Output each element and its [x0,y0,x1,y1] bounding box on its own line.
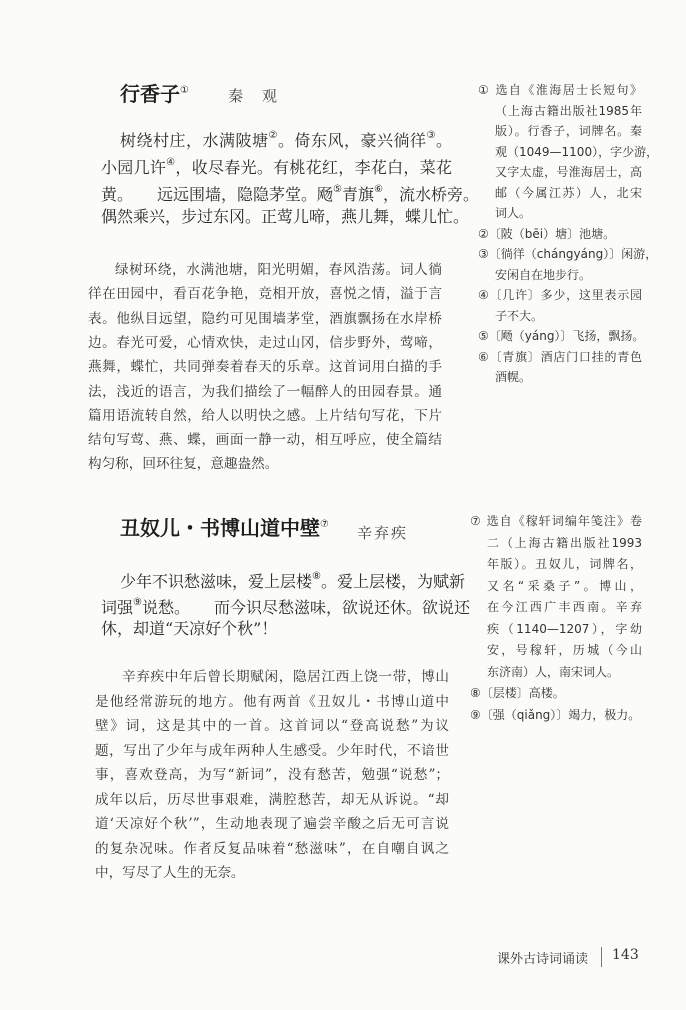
poem-line [120,565,465,591]
commentary-line: 壁》词，这是其中的一首。这首词以“登高说愁”为议 [95,718,449,734]
footnote-marker: ⑤ [333,184,342,195]
commentary-line: 题，写出了少年与成年两种人生感受。少年时代，不谙世 [95,742,449,759]
footnote-marker: ② [268,130,278,141]
note-line: 又名“采桑子”。博山， [487,578,642,593]
note-line: ③〔徜徉（chángyáng）〕闲游， [478,247,658,261]
commentary-line: 构匀称，回环往复，意趣盎然。 [88,456,279,473]
note-line: 词人。 [495,206,532,220]
note-line: 酒幌。 [495,370,532,384]
poem1-title-text: 行香子 [120,82,180,106]
note-line: 年版）。丑奴儿，词牌名， [487,557,642,571]
note-line: 版）。行香子，词牌名。秦 [495,124,642,138]
poem2-author: 辛弃疾 [357,524,409,542]
note-line: 二（上海古籍出版社1993 [487,535,642,550]
poem-text: 青旗 [341,185,374,204]
commentary-line: 绿树环绕，水满池塘，阳光明媚，春风浩荡。词人徜 [115,262,442,278]
page-number: 143 [612,947,639,963]
note-line: 子不大。 [495,308,544,323]
poem-text: 偶然乘兴，步过东冈。正莺儿啼，燕儿舞，蝶儿忙。 [101,207,470,226]
poem1-title-footnote-marker: ① [180,85,189,96]
poem-text: 说愁。 而今识尽愁滋味，欲说还休。欲说还 [141,598,470,617]
poem-line [101,591,470,617]
poem1-author: 秦 观 [228,87,280,105]
note-line: 观（1049—1100），字少游， [495,144,659,159]
poem-line [101,151,452,175]
footnote-marker: ⑥ [374,184,383,195]
poem-line [101,178,479,204]
note-line: 在今江西广丰西南。辛弃 [487,600,642,614]
commentary-line: 事，喜欢登高，为写“新词”，没有愁苦，勉强“说愁”； [95,767,449,783]
footnote-marker: ④ [166,157,176,168]
note-line: 安闲自在地步行。 [495,267,592,282]
footer-section-title: 课外古诗词诵读 [497,952,589,967]
footnote-marker: ⑨ [133,597,142,608]
note-line: 安，号稼轩，历城（今山 [487,643,642,657]
note-line: ⑤〔飏（yáng）〕飞扬，飘扬。 [478,329,645,343]
poem-line [101,205,469,229]
poem-text: 小园几许 [101,158,167,177]
note-line: 疾（1140—1207），字幼 [487,621,642,636]
note-line: ⑦ 选自《稼轩词编年笺注》卷 [470,514,642,528]
commentary-line: 辛弃疾中年后曾长期赋闲，隐居江西上饶一带，博山 [122,669,449,685]
poem-text: ，收尽春光。有桃花红，李花白，菜花 [175,158,452,177]
note-line: 又字太虚，号淮海居士，高 [495,165,642,179]
note-line: ⑥〔青旗〕酒店门口挂的青色 [478,349,642,364]
commentary-line: 边。春光可爱，心情欢快，走过山冈，信步野外，莺啼， [88,334,442,351]
poem-text: 。 [435,131,452,150]
footer-divider [601,947,602,967]
poem2-title-text: 丑奴儿・书博山道中壁 [120,516,320,540]
commentary-line: 法，浅近的语言，为我们描绘了一幅醉人的田园春景。通 [88,383,442,400]
poem-line [101,617,277,641]
commentary-line: 表。他纵目远望，隐约可见围墙茅堂，酒旗飘扬在水岸桥 [88,310,442,327]
commentary-line: 中，写尽了人生的无奈。 [95,865,245,881]
poem-text: 休，却道“天凉好个秋”！ [101,619,278,638]
poem-text: 树绕村庄，水满陂塘 [120,131,269,150]
note-line: ⑧〔层楼〕高楼。 [470,686,565,700]
poem-text: 少年不识愁滋味，爱上层楼 [120,572,313,591]
note-line: ⑨〔强（qiǎng）〕竭力，极力。 [470,707,641,722]
footnote-marker: ③ [426,130,436,141]
poem-text: 词强 [101,598,134,617]
footnote-marker: ⑧ [312,571,321,582]
poem1-title [120,78,189,107]
commentary-line: 燕舞，蝶忙，共同弹奏着春天的乐章。这首词用白描的手 [88,359,442,376]
note-line: （上海古籍出版社1985年 [495,103,642,118]
poem-text: 。爱上层楼，为赋新 [320,572,465,591]
commentary-line: 篇用语流转自然，给人以明快之感。上片结句写花，下片 [88,407,442,424]
poem2-title-footnote-marker: ⑦ [320,519,329,530]
poem-text: ，流水桥旁。 [382,185,479,204]
poem-line [120,124,452,148]
poem2-title [120,512,329,541]
note-line: 东济南）人，南宋词人。 [487,664,620,679]
poem-text: 黄。 远远围墙，隐隐茅堂。飏 [101,185,334,204]
commentary-line: 成年以后，历尽世事艰难，满腔愁苦，却无从诉说。“却 [95,791,449,808]
commentary-line: 的复杂况味。作者反复品味着“愁滋味”，在自嘲自讽之 [95,840,449,857]
poem-text: 。倚东风，豪兴徜徉 [277,131,427,150]
note-line: ① 选自《淮海居士长短句》 [478,83,642,97]
note-line: 邮（今属江苏）人，北宋 [495,185,642,200]
commentary-line: 徉在田园中，看百花争艳，竞相开放，喜悦之情，溢于言 [88,286,442,303]
commentary-line: 道‘天凉好个秋’”，生动地表现了遍尝辛酸之后无可言说 [95,816,449,832]
note-line: ②〔陂（bēi）塘〕池塘。 [478,226,616,241]
note-line: ④〔几许〕多少，这里表示园 [478,288,642,302]
commentary-line: 是他经常游玩的地方。他有两首《丑奴儿・书博山道中 [95,693,449,710]
commentary-line: 结句写莺、燕、蝶，画面一静一动，相互呼应，使全篇结 [88,432,442,449]
